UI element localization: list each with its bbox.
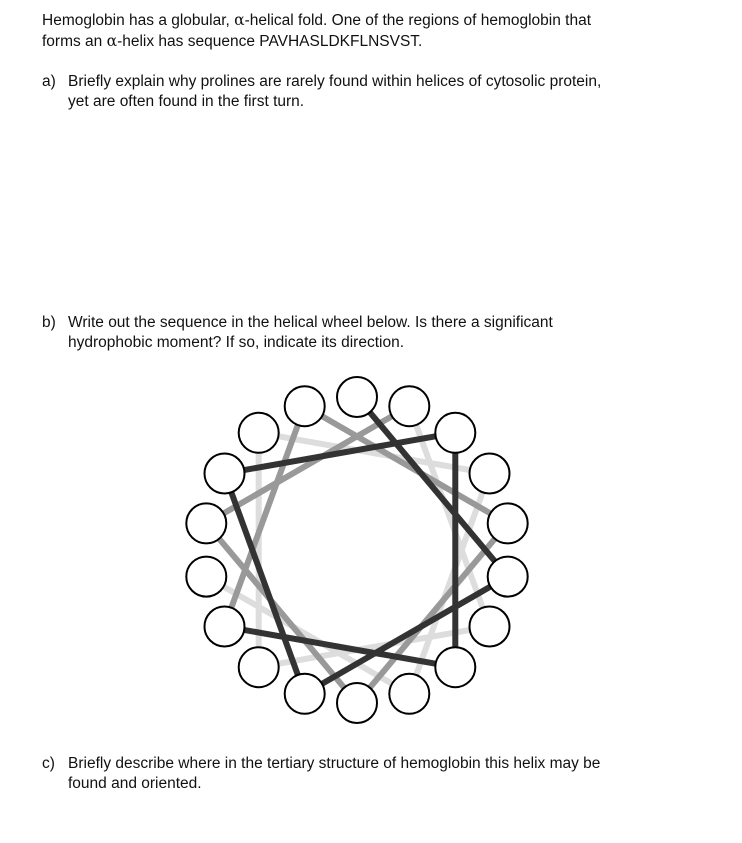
question-c [42,754,722,794]
intro-text: Hemoglobin has a globular, [42,12,235,29]
helical-wheel-residue-circle [205,454,245,494]
helical-wheel-residue-circle [435,413,475,453]
question-c-line-1 [42,754,722,774]
helical-wheel-residue-circle [389,386,429,426]
helical-wheel-residue-circle [488,557,528,597]
question-c-text: found and oriented. [68,775,202,792]
helical-wheel-residue-circle [337,683,377,723]
question-c-line-2 [42,774,722,794]
helical-wheel-residue-circle [239,413,279,453]
question-a-marker: a) [42,73,56,90]
helical-wheel-residue-circle [239,647,279,687]
intro-text: forms an [42,33,107,50]
intro-text: -helical fold. One of the regions of hemoglobin that [244,12,592,29]
helical-wheel-residue-circle [205,607,245,647]
helical-wheel-circles [186,377,527,723]
helical-wheel-residue-circle [285,386,325,426]
question-b-text: hydrophobic moment? If so, indicate its direction. [68,334,405,351]
helical-wheel-residue-circle [470,454,510,494]
question-c-text: Briefly describe where in the tertiary structure of hemoglobin this helix may be [68,755,601,772]
helical-wheel-residue-circle [186,557,226,597]
helical-wheel-residue-circle [470,607,510,647]
question-c-marker: c) [42,755,55,772]
question-b-text: Write out the sequence in the helical wheel below. Is there a significant [68,314,553,331]
question-a-text: yet are often found in the first turn. [68,93,305,110]
helical-wheel-residue-circle [337,377,377,417]
helical-wheel-residue-circle [488,503,528,543]
helical-wheel-residue-circle [186,503,226,543]
intro-text: -helix has sequence PAVHASLDKFLNSVST. [117,33,423,50]
helical-wheel-residue-circle [389,674,429,714]
alpha-symbol: α [234,11,245,29]
helical-wheel-residue-circle [435,647,475,687]
question-b-marker: b) [42,314,56,331]
helical-wheel-residue-circle [285,674,325,714]
question-a-text: Briefly explain why prolines are rarely found within helices of cytosolic protein, [68,73,602,90]
alpha-symbol: α [106,32,118,50]
